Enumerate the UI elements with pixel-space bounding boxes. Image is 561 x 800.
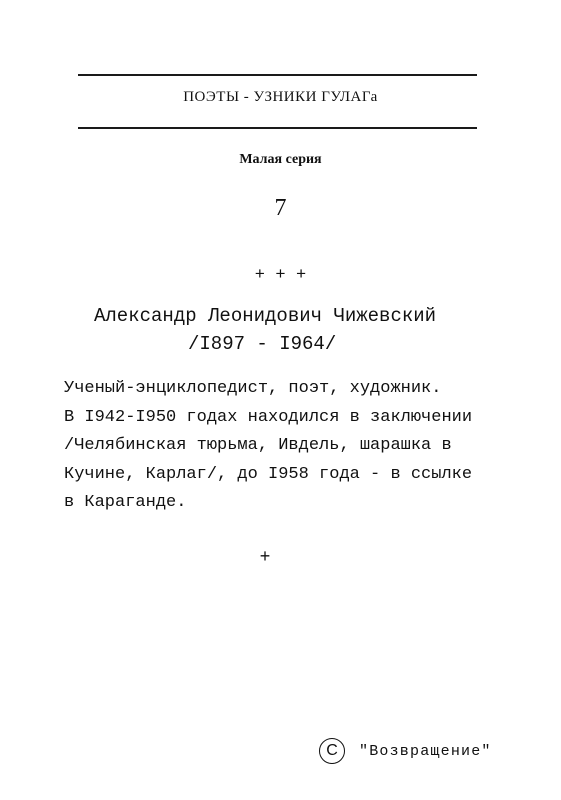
bottom-rule xyxy=(78,127,477,129)
bio-line: /Челябинская тюрьма, Ивдель, шарашка в xyxy=(64,436,452,456)
copyright-icon: C xyxy=(319,738,345,764)
author-years: /I897 - I964/ xyxy=(188,333,337,355)
bio-line: Кучине, Карлаг/, до I958 года - в ссылке xyxy=(64,464,473,484)
divider-stars: + + + xyxy=(254,264,307,283)
author-name: Александр Леонидович Чижевский xyxy=(94,305,437,327)
series-subtitle: Малая серия xyxy=(239,152,322,167)
bio-line: в Караганде. xyxy=(64,493,187,513)
top-rule xyxy=(78,74,477,76)
bio-line: Ученый-энциклопедист, поэт, художник. xyxy=(64,379,442,398)
publisher-name: "Возвращение" xyxy=(359,742,492,760)
author-biography xyxy=(64,375,544,518)
bio-line: В I942-I950 годах находился в заключении xyxy=(64,407,473,427)
series-number: 7 xyxy=(274,195,287,221)
cross-mark: + xyxy=(259,546,271,566)
series-title: ПОЭТЫ - УЗНИКИ ГУЛАГа xyxy=(183,89,378,105)
copyright-notice xyxy=(319,738,492,764)
